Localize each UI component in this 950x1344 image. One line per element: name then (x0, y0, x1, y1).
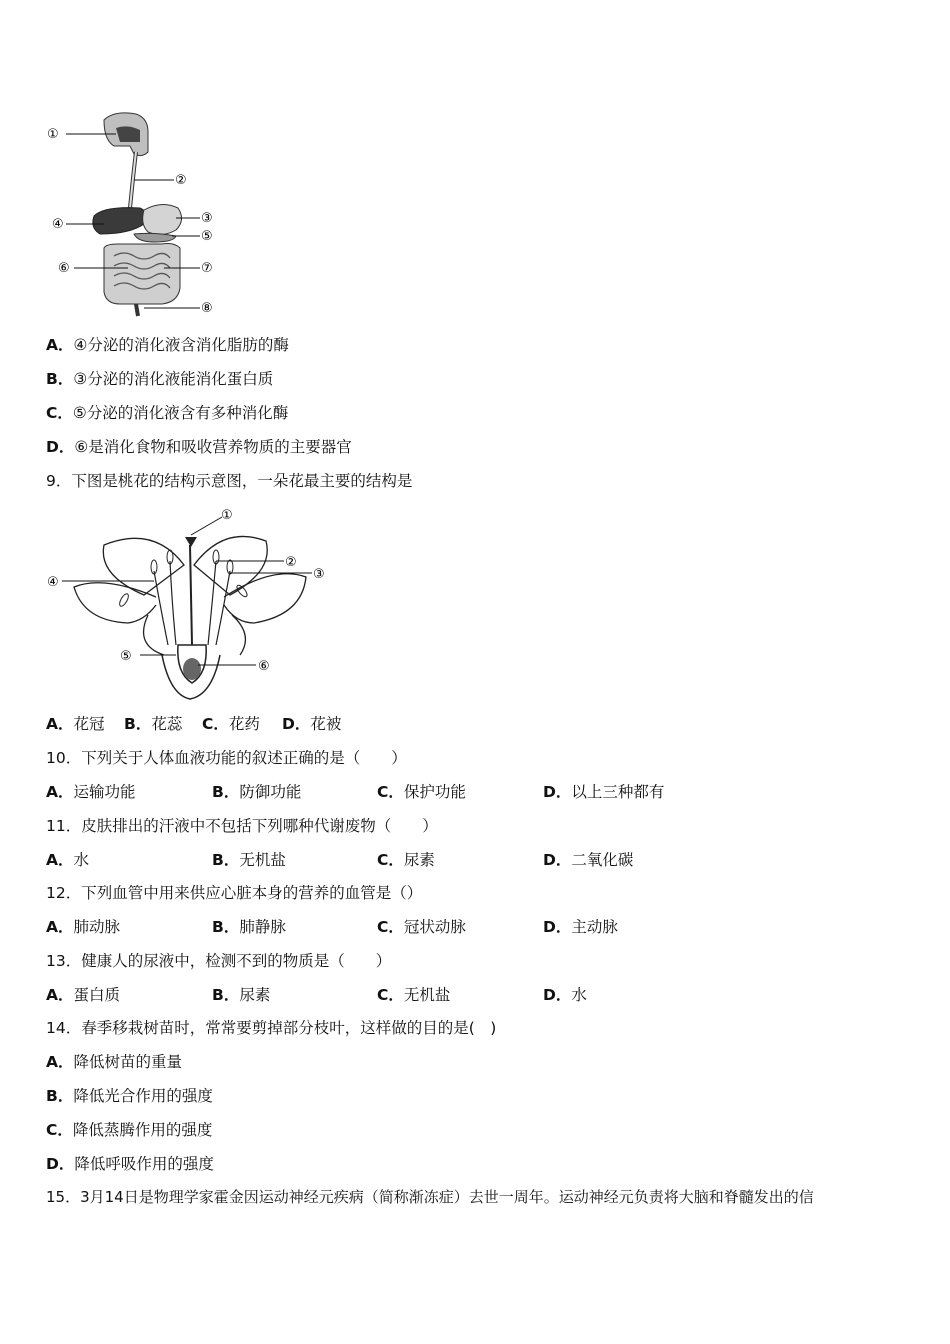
q11-options (46, 850, 746, 870)
q10-option-a[interactable]: A．运输功能 (46, 783, 136, 801)
q14-option-c[interactable]: C．降低蒸腾作用的强度 (46, 1121, 213, 1139)
fig1-label: ① (47, 127, 59, 142)
q9-option-c[interactable]: C．花药 (202, 715, 260, 733)
q15-stem: 15．3月14日是物理学家霍金因运动神经元疾病（简称渐冻症）去世一周年。运动神经元负责将大脑和脊髓发出的信 (46, 1188, 814, 1206)
q13-option-d[interactable]: D．水 (543, 986, 587, 1004)
fig2-label: ④ (47, 575, 59, 590)
fig1-label: ③ (201, 211, 213, 226)
q13-options (46, 985, 746, 1005)
fig1-label: ⑧ (201, 301, 213, 316)
fig2-label: ① (221, 508, 233, 523)
q9-options (46, 714, 446, 734)
q13-option-c[interactable]: C．无机盐 (377, 986, 451, 1004)
q8-option-b[interactable]: B．③分泌的消化液能消化蛋白质 (46, 370, 274, 388)
q10-option-d[interactable]: D．以上三种都有 (543, 783, 665, 801)
fig1-label: ④ (52, 217, 64, 232)
fig1-label: ⑦ (201, 261, 213, 276)
q13-option-a[interactable]: A．蛋白质 (46, 986, 121, 1004)
q14-option-d[interactable]: D．降低呼吸作用的强度 (46, 1155, 214, 1173)
q8-option-c[interactable]: C．⑤分泌的消化液含有多种消化酶 (46, 404, 289, 422)
q9-stem: 9．下图是桃花的结构示意图，一朵花最主要的结构是 (46, 472, 413, 490)
q13-option-b[interactable]: B．尿素 (212, 986, 271, 1004)
fig1-label: ⑥ (58, 261, 70, 276)
fig1-label: ⑤ (201, 229, 213, 244)
fig2-label: ⑤ (120, 649, 132, 664)
q8-option-d[interactable]: D．⑥是消化食物和吸收营养物质的主要器官 (46, 438, 352, 456)
q12-options (46, 917, 746, 937)
q11-option-d[interactable]: D．二氧化碳 (543, 851, 634, 869)
q10-option-c[interactable]: C．保护功能 (377, 783, 466, 801)
q10-option-b[interactable]: B．防御功能 (212, 783, 302, 801)
q11-option-b[interactable]: B．无机盐 (212, 851, 286, 869)
q11-option-c[interactable]: C．尿素 (377, 851, 435, 869)
q12-option-a[interactable]: A．肺动脉 (46, 918, 121, 936)
q11-option-a[interactable]: A．水 (46, 851, 90, 869)
fig2-label: ⑥ (258, 659, 270, 674)
q9-option-d[interactable]: D．花被 (282, 715, 342, 733)
q8-option-a[interactable]: A．④分泌的消化液含消化脂肪的酶 (46, 336, 289, 354)
q12-option-b[interactable]: B．肺静脉 (212, 918, 286, 936)
q14-option-a[interactable]: A．降低树苗的重量 (46, 1053, 183, 1071)
q12-option-c[interactable]: C．冠状动脉 (377, 918, 466, 936)
digestive-system-diagram (44, 108, 224, 318)
peach-flower-diagram (44, 505, 334, 703)
q14-stem: 14．春季移栽树苗时，常常要剪掉部分枝叶，这样做的目的是( ) (46, 1019, 497, 1037)
q12-option-d[interactable]: D．主动脉 (543, 918, 618, 936)
q10-stem: 10．下列关于人体血液功能的叙述正确的是（ ） (46, 749, 407, 767)
q11-stem: 11．皮肤排出的汗液中不包括下列哪种代谢废物（ ） (46, 817, 438, 835)
q12-stem: 12．下列血管中用来供应心脏本身的营养的血管是（） (46, 884, 423, 902)
fig2-label: ③ (313, 567, 325, 582)
fig2-label: ② (285, 555, 297, 570)
q9-option-b[interactable]: B．花蕊 (124, 715, 183, 733)
q9-option-a[interactable]: A．花冠 (46, 715, 105, 733)
q14-option-b[interactable]: B．降低光合作用的强度 (46, 1087, 213, 1105)
q10-options (46, 782, 746, 802)
q13-stem: 13．健康人的尿液中，检测不到的物质是（ ） (46, 952, 392, 970)
fig1-label: ② (175, 173, 187, 188)
